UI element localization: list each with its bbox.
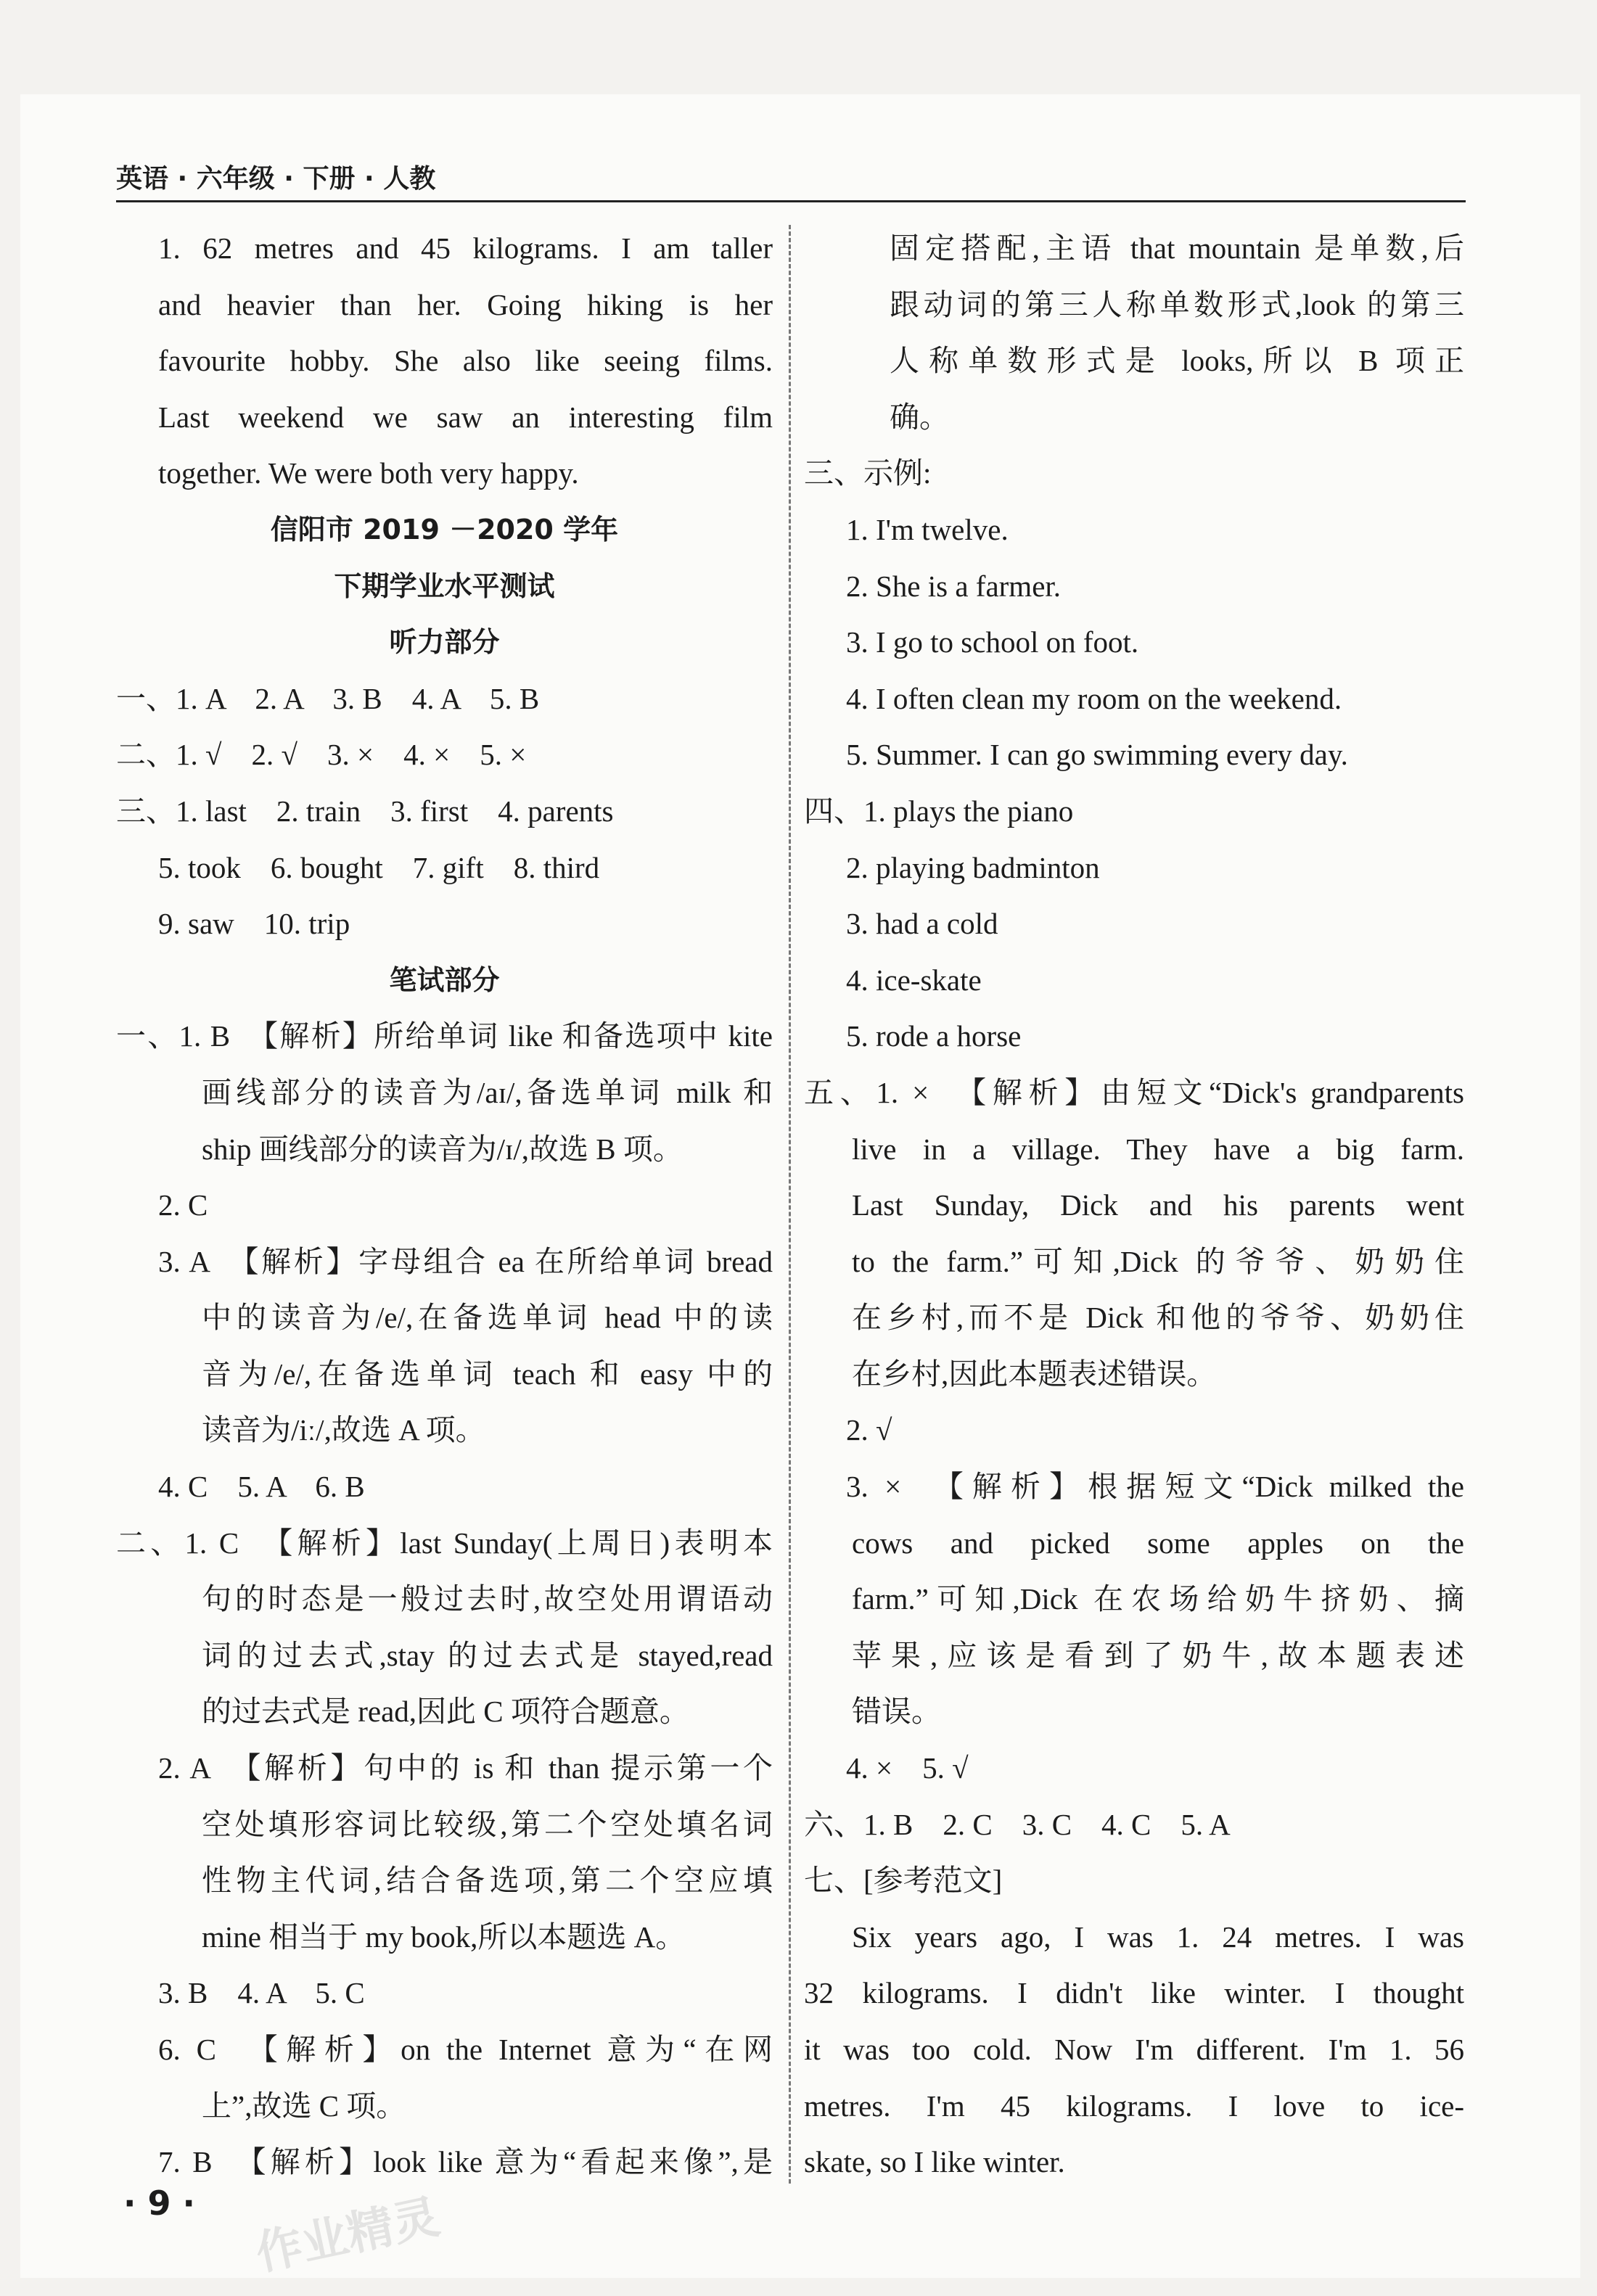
answer-line: 画线部分的读音为/aɪ/,备选单词 milk 和 xyxy=(202,1075,773,1109)
right-column xyxy=(804,221,1464,2191)
answer-line: 六、1. B 2. C 3. C 4. C 5. A xyxy=(804,1807,1231,1841)
answer-line: 一、1. A 2. A 3. B 4. A 5. B xyxy=(116,681,540,715)
answer-line: 5. took 6. bought 7. gift 8. third xyxy=(158,850,600,884)
answer-line: 七、[参考范文] xyxy=(804,1864,1003,1898)
answer-line: ship 画线部分的读音为/ɪ/,故选 B 项。 xyxy=(202,1132,683,1166)
answer-line: 中的读音为/e/,在备选单词 head 中的读 xyxy=(202,1301,773,1335)
answer-line: 固定搭配,主语 that mountain 是单数,后 xyxy=(890,231,1464,265)
text-line: and heavier than her. Going hiking is her xyxy=(158,287,773,321)
essay-line: skate, so I like winter. xyxy=(804,2145,1065,2179)
answer-line: 音为/e/,在备选单词 teach 和 easy 中的 xyxy=(202,1357,773,1391)
section-heading: 下期学业水平测试 xyxy=(334,569,555,602)
essay-line: it was too cold. Now I'm different. I'm 1. 56 xyxy=(804,2033,1464,2066)
answer-line: mine 相当于 my book,所以本题选 A。 xyxy=(202,1919,686,1954)
answer-line: 2. √ xyxy=(846,1413,892,1447)
answer-line: 的过去式是 read,因此 C 项符合题意。 xyxy=(202,1695,689,1729)
section-heading: 信阳市 2019 －2020 学年 xyxy=(270,513,619,546)
answer-line: 四、1. plays the piano xyxy=(804,794,1074,828)
answer-line: 3. A 【解析】字母组合 ea 在所给单词 bread xyxy=(158,1244,773,1278)
answer-line: 4. ice-skate xyxy=(846,963,982,997)
answer-line: 3. I go to school on foot. xyxy=(846,625,1139,659)
answer-line: 错误。 xyxy=(852,1695,941,1729)
answer-line: 三、1. last 2. train 3. first 4. parents xyxy=(116,794,614,828)
answer-line: 二、1. C 【解析】last Sunday(上周日)表明本 xyxy=(116,1526,773,1560)
column-divider xyxy=(789,225,791,2184)
answer-line: 性物主代词,结合备选项,第二个空应填 xyxy=(202,1864,773,1898)
answer-line: 在乡村,而不是 Dick 和他的爷爷、奶奶住 xyxy=(852,1301,1464,1335)
answer-line: 词的过去式,stay 的过去式是 stayed,read xyxy=(202,1638,773,1672)
answer-line: cows and picked some apples on the xyxy=(852,1526,1464,1560)
answer-line: 2. She is a farmer. xyxy=(846,569,1062,603)
answer-line: 4. I often clean my room on the weekend. xyxy=(846,681,1342,715)
section-heading: 笔试部分 xyxy=(389,963,500,996)
answer-line: 上”,故选 C 项。 xyxy=(202,2089,406,2123)
header-title: 英语 · 六年级 · 下册 · 人教 xyxy=(116,164,436,194)
answer-line: 3. B 4. A 5. C xyxy=(158,1976,365,2010)
answer-line: 4. × 5. √ xyxy=(846,1751,969,1785)
watermark: 作业精灵 xyxy=(251,2190,445,2281)
left-column xyxy=(116,221,773,2191)
answer-line: 3. had a cold xyxy=(846,907,998,941)
page-number: · 9 · xyxy=(123,2184,195,2223)
answer-line: 1. I'm twelve. xyxy=(846,512,1009,546)
essay-line: metres. I'm 45 kilograms. I love to ice- xyxy=(804,2089,1464,2123)
answer-line: 2. A 【解析】句中的 is 和 than 提示第一个 xyxy=(158,1751,773,1785)
text-line: together. We were both very happy. xyxy=(158,456,579,490)
answer-line: 二、1. √ 2. √ 3. × 4. × 5. × xyxy=(116,738,527,772)
answer-line: 句的时态是一般过去时,故空处用谓语动 xyxy=(202,1582,773,1616)
answer-line: 2. C xyxy=(158,1188,208,1222)
essay-line: 32 kilograms. I didn't like winter. I thought xyxy=(804,1976,1464,2010)
answer-line: to the farm.”可知,Dick 的爷爷、奶奶住 xyxy=(852,1244,1464,1278)
answer-line: 一、1. B 【解析】所给单词 like 和备选项中 kite xyxy=(116,1019,773,1053)
answer-line: farm.”可知,Dick 在农场给奶牛挤奶、摘 xyxy=(852,1582,1464,1616)
answer-line: 五、1. × 【解析】由短文“Dick's grandparents xyxy=(804,1075,1464,1109)
answer-line: live in a village. They have a big farm. xyxy=(852,1132,1464,1166)
answer-line: 3. × 【解析】根据短文“Dick milked the xyxy=(846,1470,1464,1504)
answer-line: 三、示例: xyxy=(804,456,932,490)
page-header xyxy=(116,155,1466,202)
answer-line: 跟动词的第三人称单数形式,look 的第三 xyxy=(890,287,1464,321)
answer-line: 5. rode a horse xyxy=(846,1019,1022,1053)
essay-line: Six years ago, I was 1. 24 metres. I was xyxy=(852,1919,1464,1954)
answer-line: 苹果,应该是看到了奶牛,故本题表述 xyxy=(852,1638,1464,1672)
answer-line: 4. C 5. A 6. B xyxy=(158,1470,365,1504)
answer-line: 7. B 【解析】look like 意为“看起来像”,是 xyxy=(158,2145,773,2179)
answer-line: 人称单数形式是 looks,所以 B 项正 xyxy=(890,344,1464,378)
answer-line: 在乡村,因此本题表述错误。 xyxy=(852,1357,1217,1391)
answer-line: 2. playing badminton xyxy=(846,850,1100,884)
answer-line: 确。 xyxy=(890,400,949,434)
answer-line: 空处填形容词比较级,第二个空处填名词 xyxy=(202,1807,773,1841)
text-line: favourite hobby. She also like seeing films. xyxy=(158,344,773,378)
answer-line: 5. Summer. I can go swimming every day. xyxy=(846,738,1348,772)
answer-line: 6. C 【解析】on the Internet 意为“在网 xyxy=(158,2033,773,2066)
answer-line: 9. saw 10. trip xyxy=(158,907,350,941)
answer-line: Last Sunday, Dick and his parents went xyxy=(852,1188,1464,1222)
text-line: 1. 62 metres and 45 kilograms. I am taller xyxy=(158,231,773,265)
text-line: Last weekend we saw an interesting film xyxy=(158,400,773,434)
section-heading: 听力部分 xyxy=(389,626,500,659)
answer-line: 读音为/iː/,故选 A 项。 xyxy=(202,1413,485,1447)
